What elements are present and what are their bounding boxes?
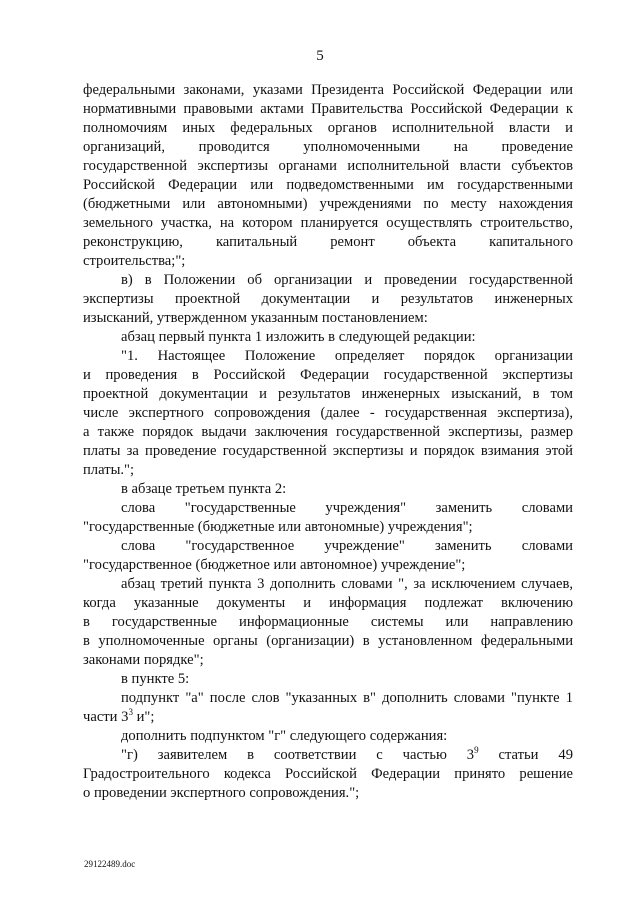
text-line: реконструкцию, капитальный ремонт объекта капитального	[83, 234, 573, 250]
text-line: слова "государственное учреждение" заменить словами	[121, 538, 573, 554]
text-line: платы.";	[83, 462, 135, 478]
text-line	[83, 746, 573, 765]
line-text: части 3	[83, 709, 129, 725]
text-line: изысканий, утвержденном указанным постановлением:	[83, 310, 428, 326]
text-line: (бюджетными или автономными) учреждениями по месту нахождения	[83, 196, 573, 212]
text-line: а также порядок выдачи заключения государственной экспертизы, размер	[83, 424, 573, 440]
text-line: числе экспертного сопровождения (далее - государственная экспертиза),	[83, 405, 573, 421]
text-line	[83, 708, 573, 727]
text-line: когда указанные документы и информация подлежат включению	[83, 595, 573, 611]
text-line: платы за проведение государственной экспертизы и порядок взимания этой	[83, 443, 573, 459]
text-line: земельного участка, на котором планируется осуществлять строительство,	[83, 215, 573, 231]
superscript: 3	[128, 707, 133, 717]
text-line: слова "государственные учреждения" заменить словами	[121, 500, 573, 516]
text-line: экспертизы проектной документации и результатов инженерных	[83, 291, 573, 307]
text-line: строительства;";	[83, 253, 186, 269]
line-text: статьи 49	[478, 747, 573, 763]
text-line: организаций, проводится уполномоченными на проведение	[83, 139, 573, 155]
text-line: подпункт "а" после слов "указанных в" дополнить словами "пункте 1	[121, 690, 573, 706]
text-line: "1. Настоящее Положение определяет порядок организации	[121, 348, 573, 364]
text-line: в пункте 5:	[121, 671, 190, 687]
text-line: Градостроительного кодекса Российской Федерации принято решение	[83, 766, 573, 782]
text-line: и проведения в Российской Федерации государственной экспертизы	[83, 367, 573, 383]
text-line: в абзаце третьем пункта 2:	[121, 481, 287, 497]
file-name-footer: 29122489.doc	[84, 859, 136, 869]
text-line: проектной документации и результатов инженерных изысканий, в том	[83, 386, 573, 402]
text-line: в) в Положении об организации и проведении государственной	[121, 272, 573, 288]
text-line: в государственные информационные системы или направлению	[83, 614, 573, 630]
text-line: Российской Федерации или подведомственными им государственными	[83, 177, 573, 193]
superscript: 9	[474, 745, 479, 755]
text-line: дополнить подпунктом "г" следующего содержания:	[121, 728, 448, 744]
text-line: федеральными законами, указами Президента Российской Федерации или	[83, 82, 573, 98]
text-line: "государственное (бюджетное или автономное) учреждение";	[83, 557, 466, 573]
text-line: о проведении экспертного сопровождения.";	[83, 785, 360, 801]
text-line: полномочиям иных федеральных органов исполнительной власти и	[83, 120, 573, 136]
text-line: законами порядке";	[83, 652, 204, 668]
text-line: в уполномоченные органы (организации) в установленном федеральными	[83, 633, 573, 649]
line-text: и";	[132, 709, 155, 725]
document-body	[83, 81, 573, 803]
text-line: государственной экспертизы органами исполнительной власти субъектов	[83, 158, 573, 174]
text-line: абзац первый пункта 1 изложить в следующей редакции:	[121, 329, 476, 345]
line-text: "г) заявителем в соответствии с частью 3	[121, 747, 475, 763]
text-line: "государственные (бюджетные или автономные) учреждения";	[83, 519, 473, 535]
text-line: абзац третий пункта 3 дополнить словами ", за исключением случаев,	[121, 576, 573, 592]
text-line: нормативными правовыми актами Правительства Российской Федерации к	[83, 101, 573, 117]
page-number: 5	[316, 48, 324, 64]
